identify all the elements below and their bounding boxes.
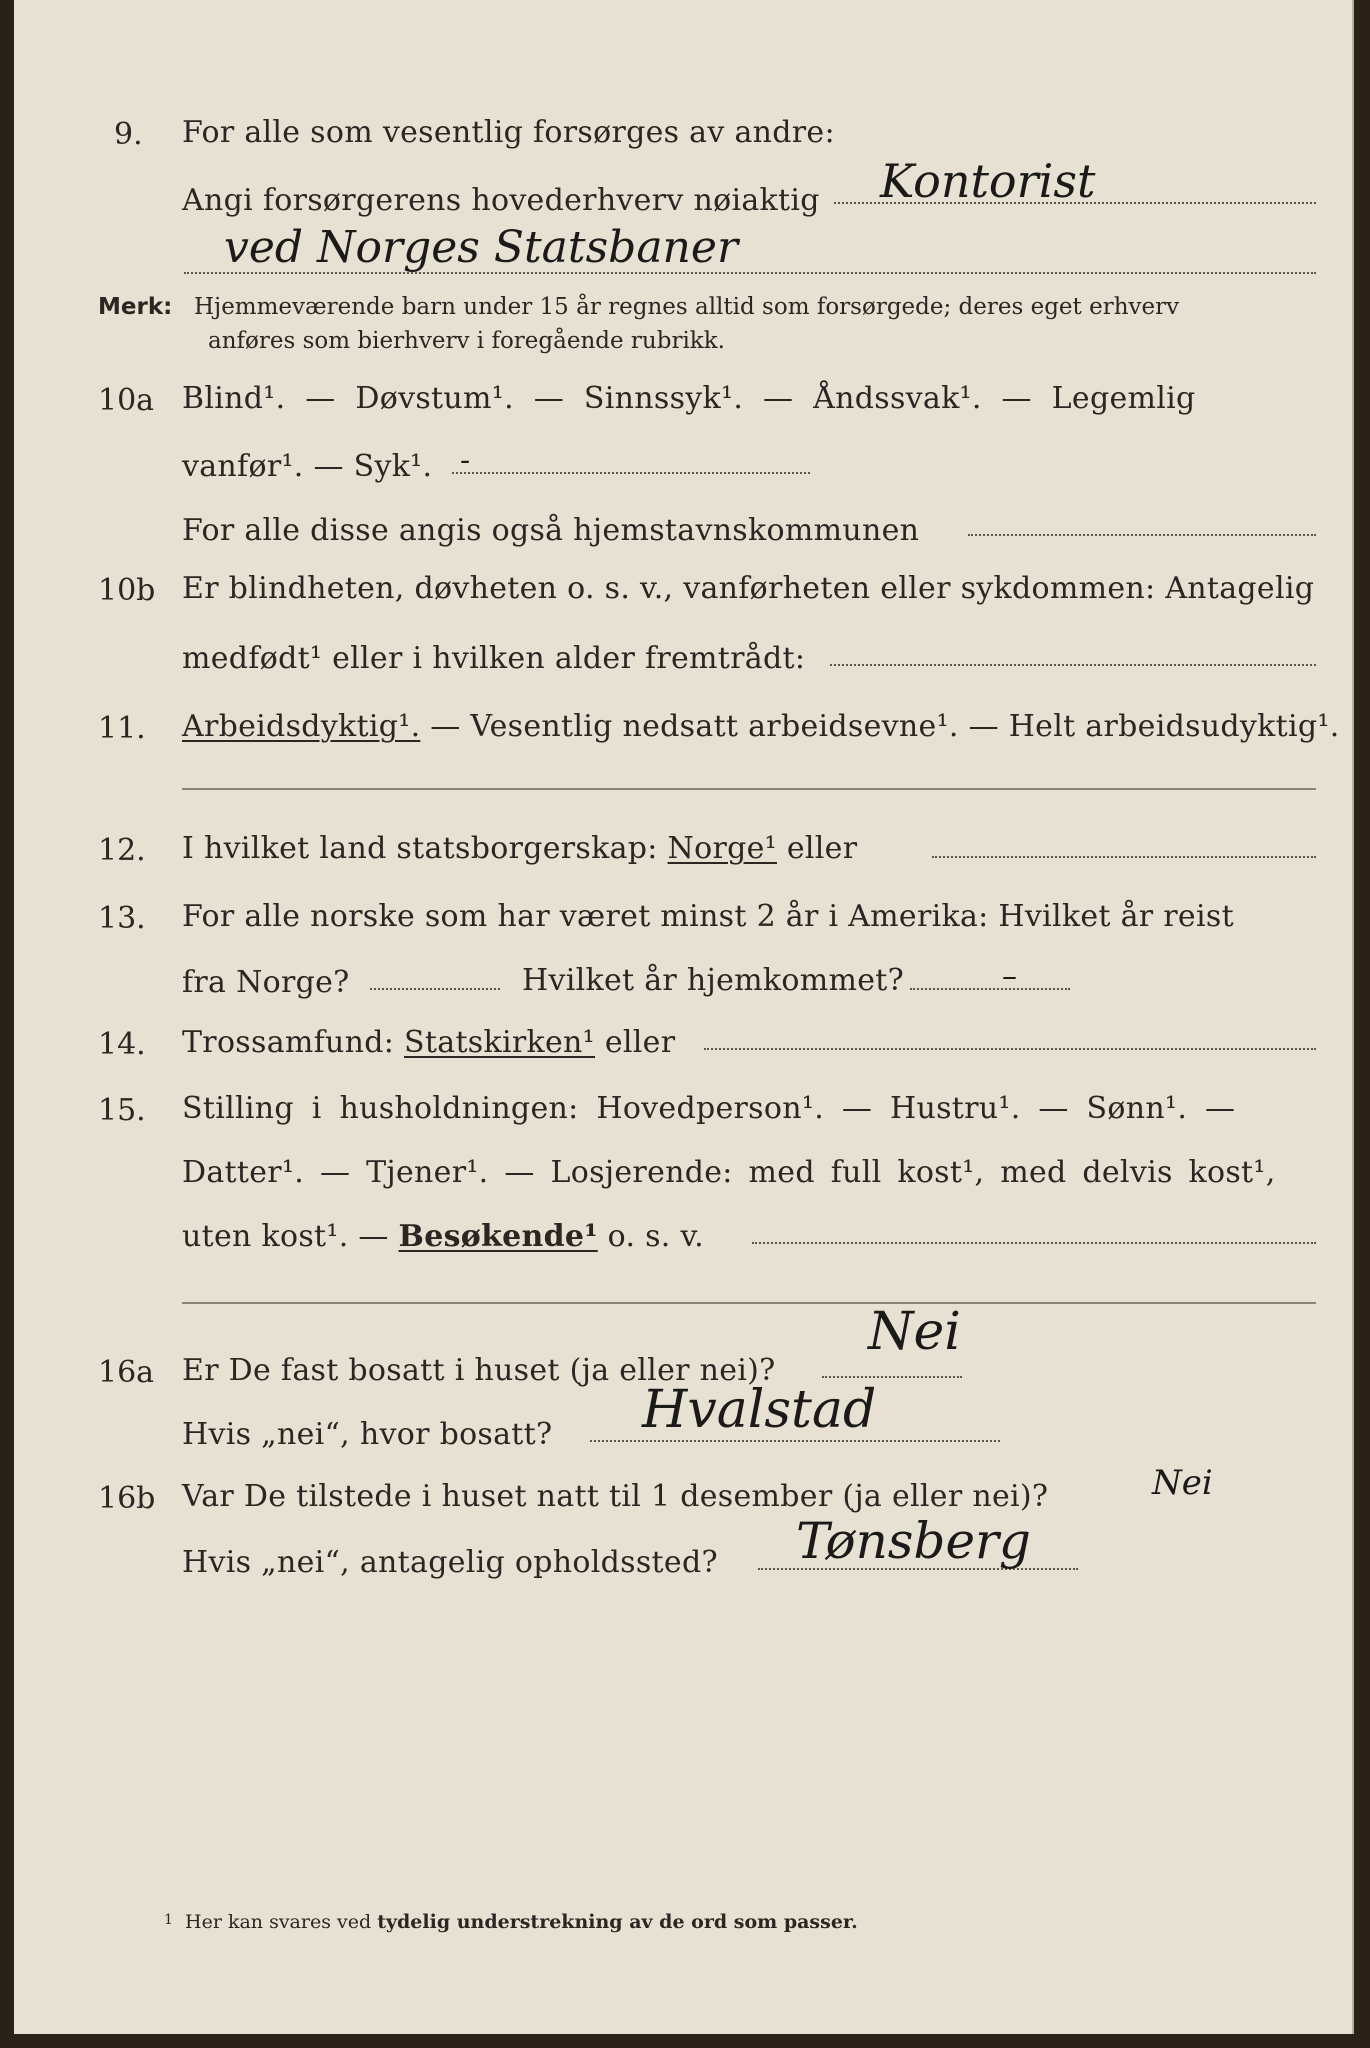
merk-line2: anføres som bierhverv i foregående rubrikk. (208, 328, 725, 354)
item-number-15: 15. (98, 1093, 146, 1128)
item-number-10a: 10a (98, 383, 155, 418)
item-number-14: 14. (98, 1027, 146, 1062)
q10a-line3: For alle disse angis også hjemstavnskommunen (182, 513, 920, 548)
q10a-handwritten-answer: - (460, 443, 471, 478)
q15-line2: Datter¹. — Tjener¹. — Losjerende: med full kost¹, med delvis kost¹, (182, 1155, 1276, 1190)
q13-line2b: Hvilket år hjemkommet? (522, 963, 905, 998)
q9-line1: For alle som vesentlig forsørges av andre: (182, 115, 835, 150)
q9-handwritten-answer2: ved Norges Statsbaner (224, 222, 738, 273)
item-number-16a: 16a (98, 1355, 155, 1390)
q15-answer-line2 (182, 1302, 1316, 1304)
q14-answer-line (704, 1048, 1316, 1050)
q12-eller: eller (786, 831, 858, 866)
footnote-mark: 1 (164, 1912, 173, 1928)
q9-handwritten-answer1: Kontorist (880, 154, 1096, 208)
q16a-line1: Er De fast bosatt i huset (ja eller nei)? (182, 1353, 776, 1388)
item-number-12: 12. (98, 833, 146, 868)
q16a-answer-line2 (590, 1440, 1000, 1442)
q10a-line1: Blind¹. — Døvstum¹. — Sinnssyk¹. — Åndssvak¹. — Legemlig (182, 381, 1196, 416)
q9-line2: Angi forsørgerens hovederhverv nøiaktig (182, 183, 820, 218)
merk-label: Merk: (98, 294, 173, 320)
q15-option-besokende-underlined: Besøkende¹ (398, 1219, 598, 1254)
q11-line (182, 709, 1340, 744)
q13-handwritten-answer: – (1002, 959, 1017, 994)
q10b-line1: Er blindheten, døvheten o. s. v., vanførheten eller sykdommen: Antagelig (182, 571, 1315, 606)
q16a-handwritten-answer1: Nei (868, 1302, 961, 1362)
q10a-answer-line (452, 472, 810, 474)
item-number-13: 13. (98, 901, 146, 936)
q16b-line1: Var De tilstede i huset natt til 1 desember (ja eller nei)? (182, 1479, 1049, 1514)
q13-line1: For alle norske som har været minst 2 år i Amerika: Hvilket år reist (182, 899, 1234, 934)
q11-rest: — Vesentlig nedsatt arbeidsevne¹. — Helt arbeidsudyktig¹. (430, 709, 1340, 744)
q12-question: I hvilket land statsborgerskap: (182, 831, 658, 866)
q16b-line2: Hvis „nei“, antagelig opholdssted? (182, 1545, 718, 1580)
q16a-line2: Hvis „nei“, hvor bosatt? (182, 1417, 553, 1452)
q15-answer-line (752, 1242, 1316, 1244)
q10a-hometown-line (968, 534, 1316, 536)
q11-answer-line (182, 788, 1316, 790)
q16a-answer-line1 (822, 1376, 962, 1378)
footnote-text-a: Her kan svares ved (185, 1911, 372, 1933)
merk-line1: Hjemmeværende barn under 15 år regnes alltid som forsørgede; deres eget erhverv (194, 294, 1180, 320)
q10a-line2: vanfør¹. — Syk¹. (182, 449, 433, 484)
q13-line2a: fra Norge? (182, 965, 350, 1000)
footnote-text-b: tydelig understrekning av de ord som passer. (377, 1911, 858, 1933)
q16b-handwritten-answer2: Tønsberg (796, 1512, 1031, 1570)
q15-line3 (182, 1219, 705, 1254)
q12-option-norge-underlined: Norge¹ (667, 831, 777, 866)
q16a-handwritten-answer2: Hvalstad (642, 1380, 877, 1440)
q16b-handwritten-answer1: Nei (1152, 1463, 1213, 1503)
q10b-answer-line (830, 664, 1316, 666)
q11-option-arbeidsdyktig-underlined: Arbeidsdyktig¹. (182, 709, 421, 744)
item-number-11: 11. (98, 711, 146, 746)
q15-osv: o. s. v. (607, 1219, 705, 1254)
item-number-10b: 10b (98, 573, 156, 608)
q13-reist-answer-line (370, 988, 500, 990)
q12-answer-line (932, 856, 1316, 858)
footnote (164, 1913, 858, 1932)
q15-line1: Stilling i husholdningen: Hovedperson¹. — Hustru¹. — Sønn¹. — (182, 1091, 1236, 1126)
item-number-9: 9. (114, 117, 143, 152)
census-form-page (14, 0, 1354, 2034)
q10b-line2: medfødt¹ eller i hvilken alder fremtrådt: (182, 641, 806, 676)
q14-question: Trossamfund: (182, 1025, 395, 1060)
q14-line (182, 1025, 676, 1060)
q14-option-statskirken-underlined: Statskirken¹ (404, 1025, 595, 1060)
q13-hjemkommet-answer-line (910, 988, 1070, 990)
item-number-16b: 16b (98, 1481, 156, 1516)
q15-uten-kost: uten kost¹. — (182, 1219, 389, 1254)
q12-line (182, 831, 858, 866)
q14-eller: eller (604, 1025, 676, 1060)
